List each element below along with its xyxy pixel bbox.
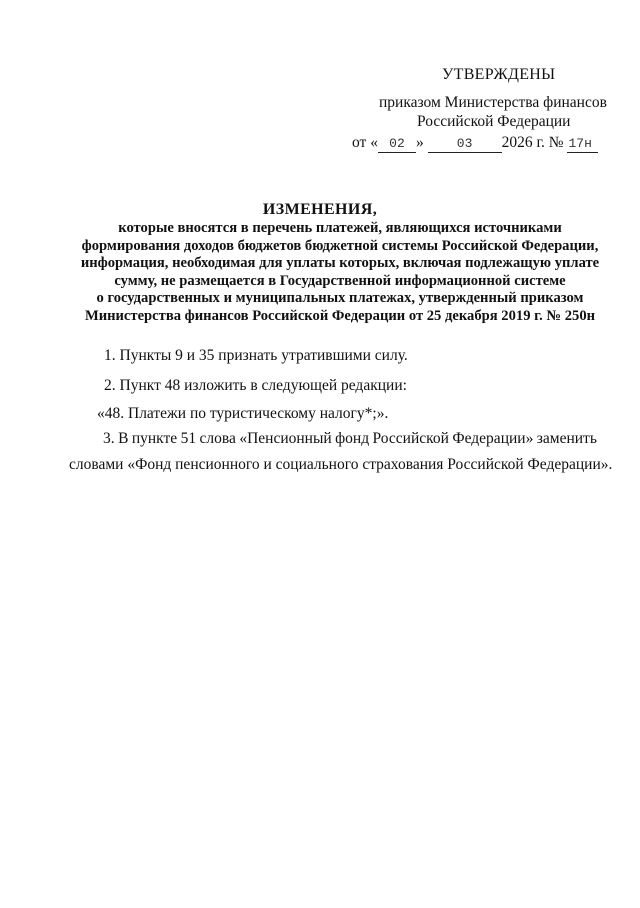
date-prefix: от « [352, 134, 378, 151]
word: В [118, 430, 129, 447]
paragraph-3-first-line [103, 430, 597, 448]
word: слова [199, 430, 236, 447]
word: заменить [536, 430, 597, 447]
word: 51 [180, 430, 197, 447]
word: Российской [372, 430, 449, 447]
order-number-field: 17н [567, 136, 598, 153]
approval-title: УТВЕРЖДЕНЫ [442, 66, 556, 83]
document-title: ИЗМЕНЕНИЯ, [262, 201, 378, 218]
word: фонд [335, 430, 370, 447]
word: Федерации» [452, 430, 534, 447]
document-subtitle [40, 220, 640, 326]
subtitle-line: сумму, не размещается в Государственной информационной системе [114, 272, 566, 289]
paragraph-3-second-line: словами «Фонд пенсионного и социального страхования Российской Федерации». [69, 456, 613, 473]
word: 3. [103, 430, 115, 447]
date-mid: » [415, 134, 424, 151]
date-day-field: 02 [378, 136, 416, 153]
subtitle-line: Министерства финансов Российской Федерации от 25 декабря 2019 г. № 250н [84, 307, 596, 324]
approval-date-line [352, 134, 598, 153]
paragraph-1: 1. Пункты 9 и 35 признать утратившими силу. [104, 347, 408, 364]
paragraph-2: 2. Пункт 48 изложить в следующей редакции: [104, 377, 407, 394]
approval-line-1: приказом Министерства финансов [379, 94, 607, 111]
subtitle-line: формирования доходов бюджетов бюджетной системы Российской Федерации, [81, 237, 599, 254]
approval-line-2: Российской Федерации [417, 113, 571, 130]
paragraph-2-quote: «48. Платежи по туристическому налогу*;». [97, 405, 389, 422]
date-year: 2026 г. № [501, 134, 564, 151]
subtitle-line: о государственных и муниципальных платежах, утвержденный приказом [96, 290, 584, 307]
date-month-field: 03 [428, 136, 502, 153]
word: пункте [131, 430, 178, 447]
subtitle-line: которые вносятся в перечень платежей, являющихся источниками [118, 220, 562, 236]
subtitle-line: информация, необходимая для уплаты которых, включая подлежащую уплате [80, 255, 600, 272]
word: «Пенсионный [239, 430, 332, 447]
